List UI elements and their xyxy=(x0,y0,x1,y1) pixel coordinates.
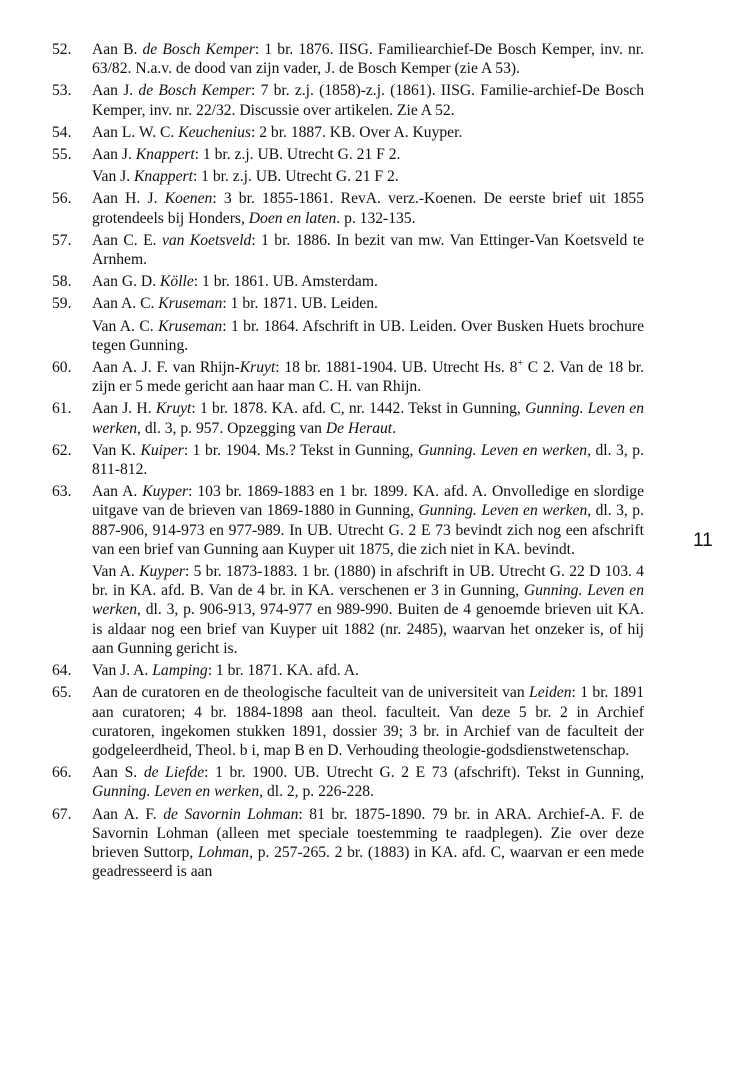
entry-text: Aan A. J. F. van Rhijn-Kruyt: 18 br. 1881-1904. UB. Utrecht Hs. 8+ C 2. Van de 18 br. zijn er 5 mede gericht aan haar man C. H. van Rhijn. xyxy=(92,357,644,396)
entry-text: Aan de curatoren en de theologische faculteit van de universiteit van Leiden: 1 br. 1891 aan curatoren; 4 br. 1884-1898 aan theol. faculteit. Van deze 5 br. 2 in Archief curatoren, ingekomen stukken 1891, dossier 39; 3 br. in Archief van de faculteit der godgeleerdheid, Theol. b i, map B en D. Verhouding theologie-godsdienstwetenschap. xyxy=(92,684,644,759)
entry-number: 52. xyxy=(52,41,72,58)
entry-text: Aan A. C. Kruseman: 1 br. 1871. UB. Leiden. xyxy=(92,295,378,313)
entry-subtext: Van J. Knappert: 1 br. z.j. UB. Utrecht G. 21 F 2. xyxy=(92,168,399,186)
entry-item xyxy=(52,399,644,437)
entry-number: 66. xyxy=(52,764,72,782)
entry-text: Van J. A. Lamping: 1 br. 1871. KA. afd. A. xyxy=(92,662,359,680)
entry-text: Aan J. H. Kruyt: 1 br. 1878. KA. afd. C, nr. 1442. Tekst in Gunning, Gunning. Leven en werken, dl. 3, p. 957. Opzegging van De Heraut. xyxy=(92,400,644,437)
entry-number: 54. xyxy=(52,123,72,141)
entry-item xyxy=(52,123,644,142)
entry-number: 57. xyxy=(52,231,72,249)
entry-text: Aan H. J. Koenen: 3 br. 1855-1861. RevA. verz.-Koenen. De eerste brief uit 1855 grotendeels bij Honders, Doen en laten. p. 132-135. xyxy=(92,190,645,227)
bibliography-list xyxy=(52,40,644,884)
entry-number: 67. xyxy=(52,805,72,823)
entry-text: Aan C. E. van Koetsveld: 1 br. 1886. In bezit van mw. Van Ettinger-Van Koetsveld te Arnhem. xyxy=(92,231,644,269)
entry-number: 64. xyxy=(52,662,72,680)
entry-item xyxy=(52,189,644,227)
entry-item xyxy=(52,683,644,760)
entry-number: 63. xyxy=(52,483,72,501)
entry-number: 53. xyxy=(52,82,72,100)
entry-text: Aan A. Kuyper: 103 br. 1869-1883 en 1 br. 1899. KA. afd. A. Onvolledige en slordige uitgave van de brieven van 1869-1880 in Gunning, Gunning. Leven en werken, dl. 3, p. 887-906, 914-973 en 977-989. In UB. Utrecht G. 2 E 73 bevindt zich nog een afschrift van een brief van Gunning aan Kuyper uit 1875, die zich niet in KA. bevindt. xyxy=(92,483,645,558)
entry-item xyxy=(52,40,644,78)
entry-item xyxy=(52,482,644,658)
entry-text: Aan S. de Liefde: 1 br. 1900. UB. Utrecht G. 2 E 73 (afschrift). Tekst in Gunning, Gunning. Leven en werken, dl. 2, p. 226-228. xyxy=(92,764,645,801)
entry-item xyxy=(52,358,644,396)
entry-item xyxy=(52,231,644,269)
entry-number: 59. xyxy=(52,295,72,313)
entry-number: 56. xyxy=(52,190,72,208)
entry-text: Van K. Kuiper: 1 br. 1904. Ms.? Tekst in Gunning, Gunning. Leven en werken, dl. 3, p. 811-812. xyxy=(92,441,644,479)
entry-text: Aan J. de Bosch Kemper: 7 br. z.j. (1858)-z.j. (1861). IISG. Familie-archief-De Bosch Kemper, inv. nr. 22/32. Discussie over artikelen. Zie A 52. xyxy=(92,82,644,119)
entry-text: Aan J. Knappert: 1 br. z.j. UB. Utrecht G. 21 F 2. xyxy=(92,146,401,164)
entry-number: 58. xyxy=(52,273,72,291)
entry-subtext: Van A. Kuyper: 5 br. 1873-1883. 1 br. (1880) in afschrift in UB. Utrecht G. 22 D 103. 4 br. in KA. afd. B. Van de 4 br. in KA. verschenen er 3 in Gunning, Gunning. Leven en werken, dl. 3, p. 906-913, 974-977 en 989-990. Buiten de 4 genoemde brieven uit KA. is aldaar nog een brief van Kuyper uit 1882 (nr. 2485), waarvan het onzeker is, of hij aan Gunning gericht is. xyxy=(92,563,644,657)
entry-subtext: Van A. C. Kruseman: 1 br. 1864. Afschrift in UB. Leiden. Over Busken Huets brochure tegen Gunning. xyxy=(92,317,644,354)
entry-text: Aan G. D. Kölle: 1 br. 1861. UB. Amsterdam. xyxy=(92,273,378,291)
entry-item xyxy=(52,272,644,291)
entry-item xyxy=(52,81,644,119)
entry-number: 62. xyxy=(52,441,72,459)
entry-item xyxy=(52,661,644,680)
entry-number: 55. xyxy=(52,146,72,164)
entry-item xyxy=(52,294,644,355)
entry-text: Aan B. de Bosch Kemper: 1 br. 1876. IISG. Familiearchief-De Bosch Kemper, inv. nr. 63/82. N.a.v. de dood van zijn vader, J. de Bosch Kemper (zie A 53). xyxy=(92,41,644,78)
entry-item xyxy=(52,763,644,801)
entry-text: Aan A. F. de Savornin Lohman: 81 br. 1875-1890. 79 br. in ARA. Archief-A. F. de Savornin Lohman (alleen met speciale toestemming te raadplegen). Zie over deze brieven Suttorp, Lohman, p. 257-265. 2 br. (1883) in KA. afd. C, waarvan er een mede geadresseerd is aan xyxy=(92,805,645,881)
entry-number: 61. xyxy=(52,400,72,418)
entry-item xyxy=(52,145,644,186)
entry-item xyxy=(52,441,644,479)
entry-item xyxy=(52,805,644,882)
page-number: 11 xyxy=(693,530,713,551)
entry-number: 65. xyxy=(52,684,72,702)
entry-number: 60. xyxy=(52,359,72,377)
entry-text: Aan L. W. C. Keuchenius: 2 br. 1887. KB. Over A. Kuyper. xyxy=(92,123,463,141)
